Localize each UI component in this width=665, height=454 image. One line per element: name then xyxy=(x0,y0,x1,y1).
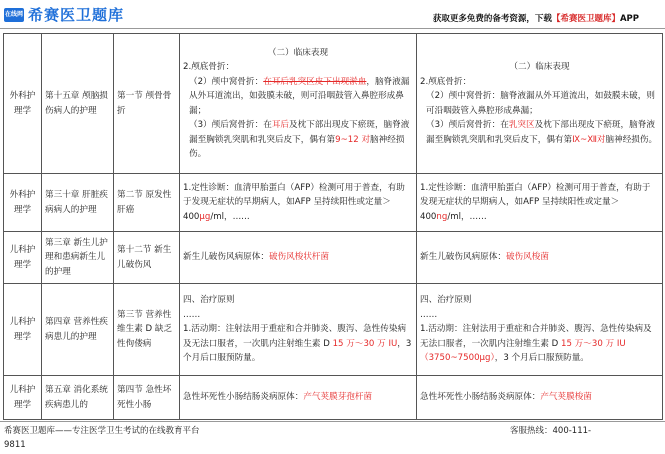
footer-hotline: 客服热线：400-111- xyxy=(510,426,592,436)
revised-paragraph: （2）颅中窝骨折：脑脊液漏从外耳道流出，如鼓膜未破，则可沿咽鼓管入鼻腔形成鼻漏； xyxy=(426,91,655,116)
revised-text-cell xyxy=(417,34,663,174)
section-cell: 第二节 原发性肝癌 xyxy=(114,174,180,232)
logo-text: 希赛医卫题库 xyxy=(28,6,125,24)
chapter-cell: 第十五章 颅脑损伤病人的护理 xyxy=(42,34,114,174)
revised-heading: 四、治疗原则 xyxy=(420,295,472,306)
revised-text-cell: 新生儿破伤风病原体：破伤风梭菌 xyxy=(417,232,663,284)
revised-text-cell: 1.定性诊断：血清甲胎蛋白（AFP）检测可用于普查，有助于发现无症状的早期病人，如AFP 呈持续阳性或定量＞ 400ng/ml，…… xyxy=(417,174,663,232)
category-cell: 儿科护理学 xyxy=(4,232,42,284)
revised-text-cell: 急性坏死性小肠结肠炎病原体：产气荚膜梭菌 xyxy=(417,376,663,420)
revised-line: 2.颅底骨折： xyxy=(420,76,472,87)
chapter-cell: 第三章 新生儿护理和患病新生儿的护理 xyxy=(42,232,114,284)
table-row xyxy=(4,284,663,376)
logo-icon: 在线网 xyxy=(4,8,24,22)
category-cell: 儿科护理学 xyxy=(4,284,42,376)
table-row xyxy=(4,174,663,232)
section-cell: 第一节 颅骨骨折 xyxy=(114,34,180,174)
changed-text: Ⅸ~Ⅻ对 xyxy=(572,134,606,145)
table-row xyxy=(4,232,663,284)
chapter-cell: 第三十章 肝脏疾病病人的护理 xyxy=(42,174,114,232)
revised-paragraph: （3）颅后窝骨折：在乳突区及枕下部出现皮下瘀斑，脑脊液漏至胸锁乳突肌和乳突后皮下，偶有第Ⅸ~Ⅻ对脑神经损伤。 xyxy=(426,120,658,145)
changed-text: 乳突区 xyxy=(508,120,535,130)
promo-app-name: 【希赛医卫题库】 xyxy=(551,14,620,24)
original-heading: 四、治疗原则 xyxy=(183,295,235,306)
revised-text-cell xyxy=(417,284,663,376)
ellipsis: …… xyxy=(183,309,201,320)
category-cell: 外科护理学 xyxy=(4,174,42,232)
category-cell: 儿科护理学 xyxy=(4,376,42,420)
ellipsis: …… xyxy=(420,309,438,320)
section-cell: 第三节 营养性维生素 D 缺乏性佝偻病 xyxy=(114,284,180,376)
section-cell: 第四节 急性坏死性小肠 xyxy=(114,376,180,420)
table-row xyxy=(4,34,663,174)
chapter-cell: 第四章 营养性疾病患儿的护理 xyxy=(42,284,114,376)
changed-text: 耳后 xyxy=(271,120,290,130)
page-header xyxy=(0,0,665,28)
changed-text: 产气荚膜芽孢杆菌 xyxy=(303,392,373,403)
deleted-text: 在耳后乳突区皮下出现淤血 xyxy=(263,76,367,87)
errata-table xyxy=(3,33,663,420)
revised-paragraph: 1.活动期：注射法用于重症和合并肺炎、腹泻、急性传染病及无法口服者，一次肌内注射维生素 D 15 万～30 万 IU（3750~7500μg），3 个月后口服预防量。 xyxy=(420,324,652,364)
changed-text: 产气荚膜梭菌 xyxy=(540,392,592,403)
original-line: 2.颅底骨折： xyxy=(183,62,235,72)
promo-suffix: APP xyxy=(619,14,639,24)
original-text-cell xyxy=(180,284,417,376)
original-paragraph: 1.活动期：注射法用于重症和合并肺炎、腹泻、急性传染病及无法口服者，一次肌内注射维生素 D 15 万～30 万 IU，3 个月后口服预防量。 xyxy=(183,324,412,364)
revised-heading: （二）临床表现 xyxy=(509,62,570,72)
footer-phone-tail: 9811 xyxy=(4,440,26,450)
changed-text: 15 万～30 万 IU（3750~7500μg） xyxy=(420,338,626,364)
changed-text: 15 万～30 万 IU xyxy=(332,338,398,349)
footer-slogan-text: 希赛医卫题库——专注医学卫生考试的在线教育平台 xyxy=(4,426,200,436)
header-divider xyxy=(0,28,665,29)
table-row xyxy=(4,376,663,420)
promo-text: 获取更多免费的备考资源，下载 xyxy=(432,14,552,24)
original-text-cell: 急性坏死性小肠结肠炎病原体：产气荚膜芽孢杆菌 xyxy=(180,376,417,420)
changed-text: μg xyxy=(199,211,211,222)
original-text-cell: 1.定性诊断：血清甲胎蛋白（AFP）检测可用于普查，有助于发现无症状的早期病人，如AFP 呈持续阳性或定量＞ 400μg/ml，…… xyxy=(180,174,417,232)
brand-logo[interactable] xyxy=(4,4,124,25)
chapter-cell: 第五章 消化系统疾病患儿的 xyxy=(42,376,114,420)
category-cell: 外科护理学 xyxy=(4,34,42,174)
changed-text: ng xyxy=(436,211,448,222)
changed-text: 破伤风梭菌 xyxy=(505,252,549,263)
changed-text: 9~12 对 xyxy=(335,134,371,145)
original-heading: （二）临床表现 xyxy=(267,47,329,58)
original-text-cell: 新生儿破伤风病原体：破伤风梭状杆菌 xyxy=(180,232,417,284)
original-text-cell xyxy=(180,34,417,174)
original-paragraph: （3）颅后窝骨折：在耳后及枕下部出现皮下瘀斑，脑脊液漏至胸锁乳突肌和乳突后皮下，偶有第9~12 对脑神经损伤。 xyxy=(189,120,410,159)
footer-slogan xyxy=(4,424,200,452)
original-paragraph: （2）颅中窝骨折：在耳后乳突区皮下出现淤血，脑脊液漏从外耳道流出，如鼓膜未破，则可沿咽鼓管入鼻腔形成鼻漏； xyxy=(189,76,410,116)
changed-text: 破伤风梭状杆菌 xyxy=(268,252,330,263)
section-cell: 第十二节 新生儿破伤风 xyxy=(114,232,180,284)
download-promo[interactable] xyxy=(433,12,639,24)
footer-divider xyxy=(0,421,665,422)
